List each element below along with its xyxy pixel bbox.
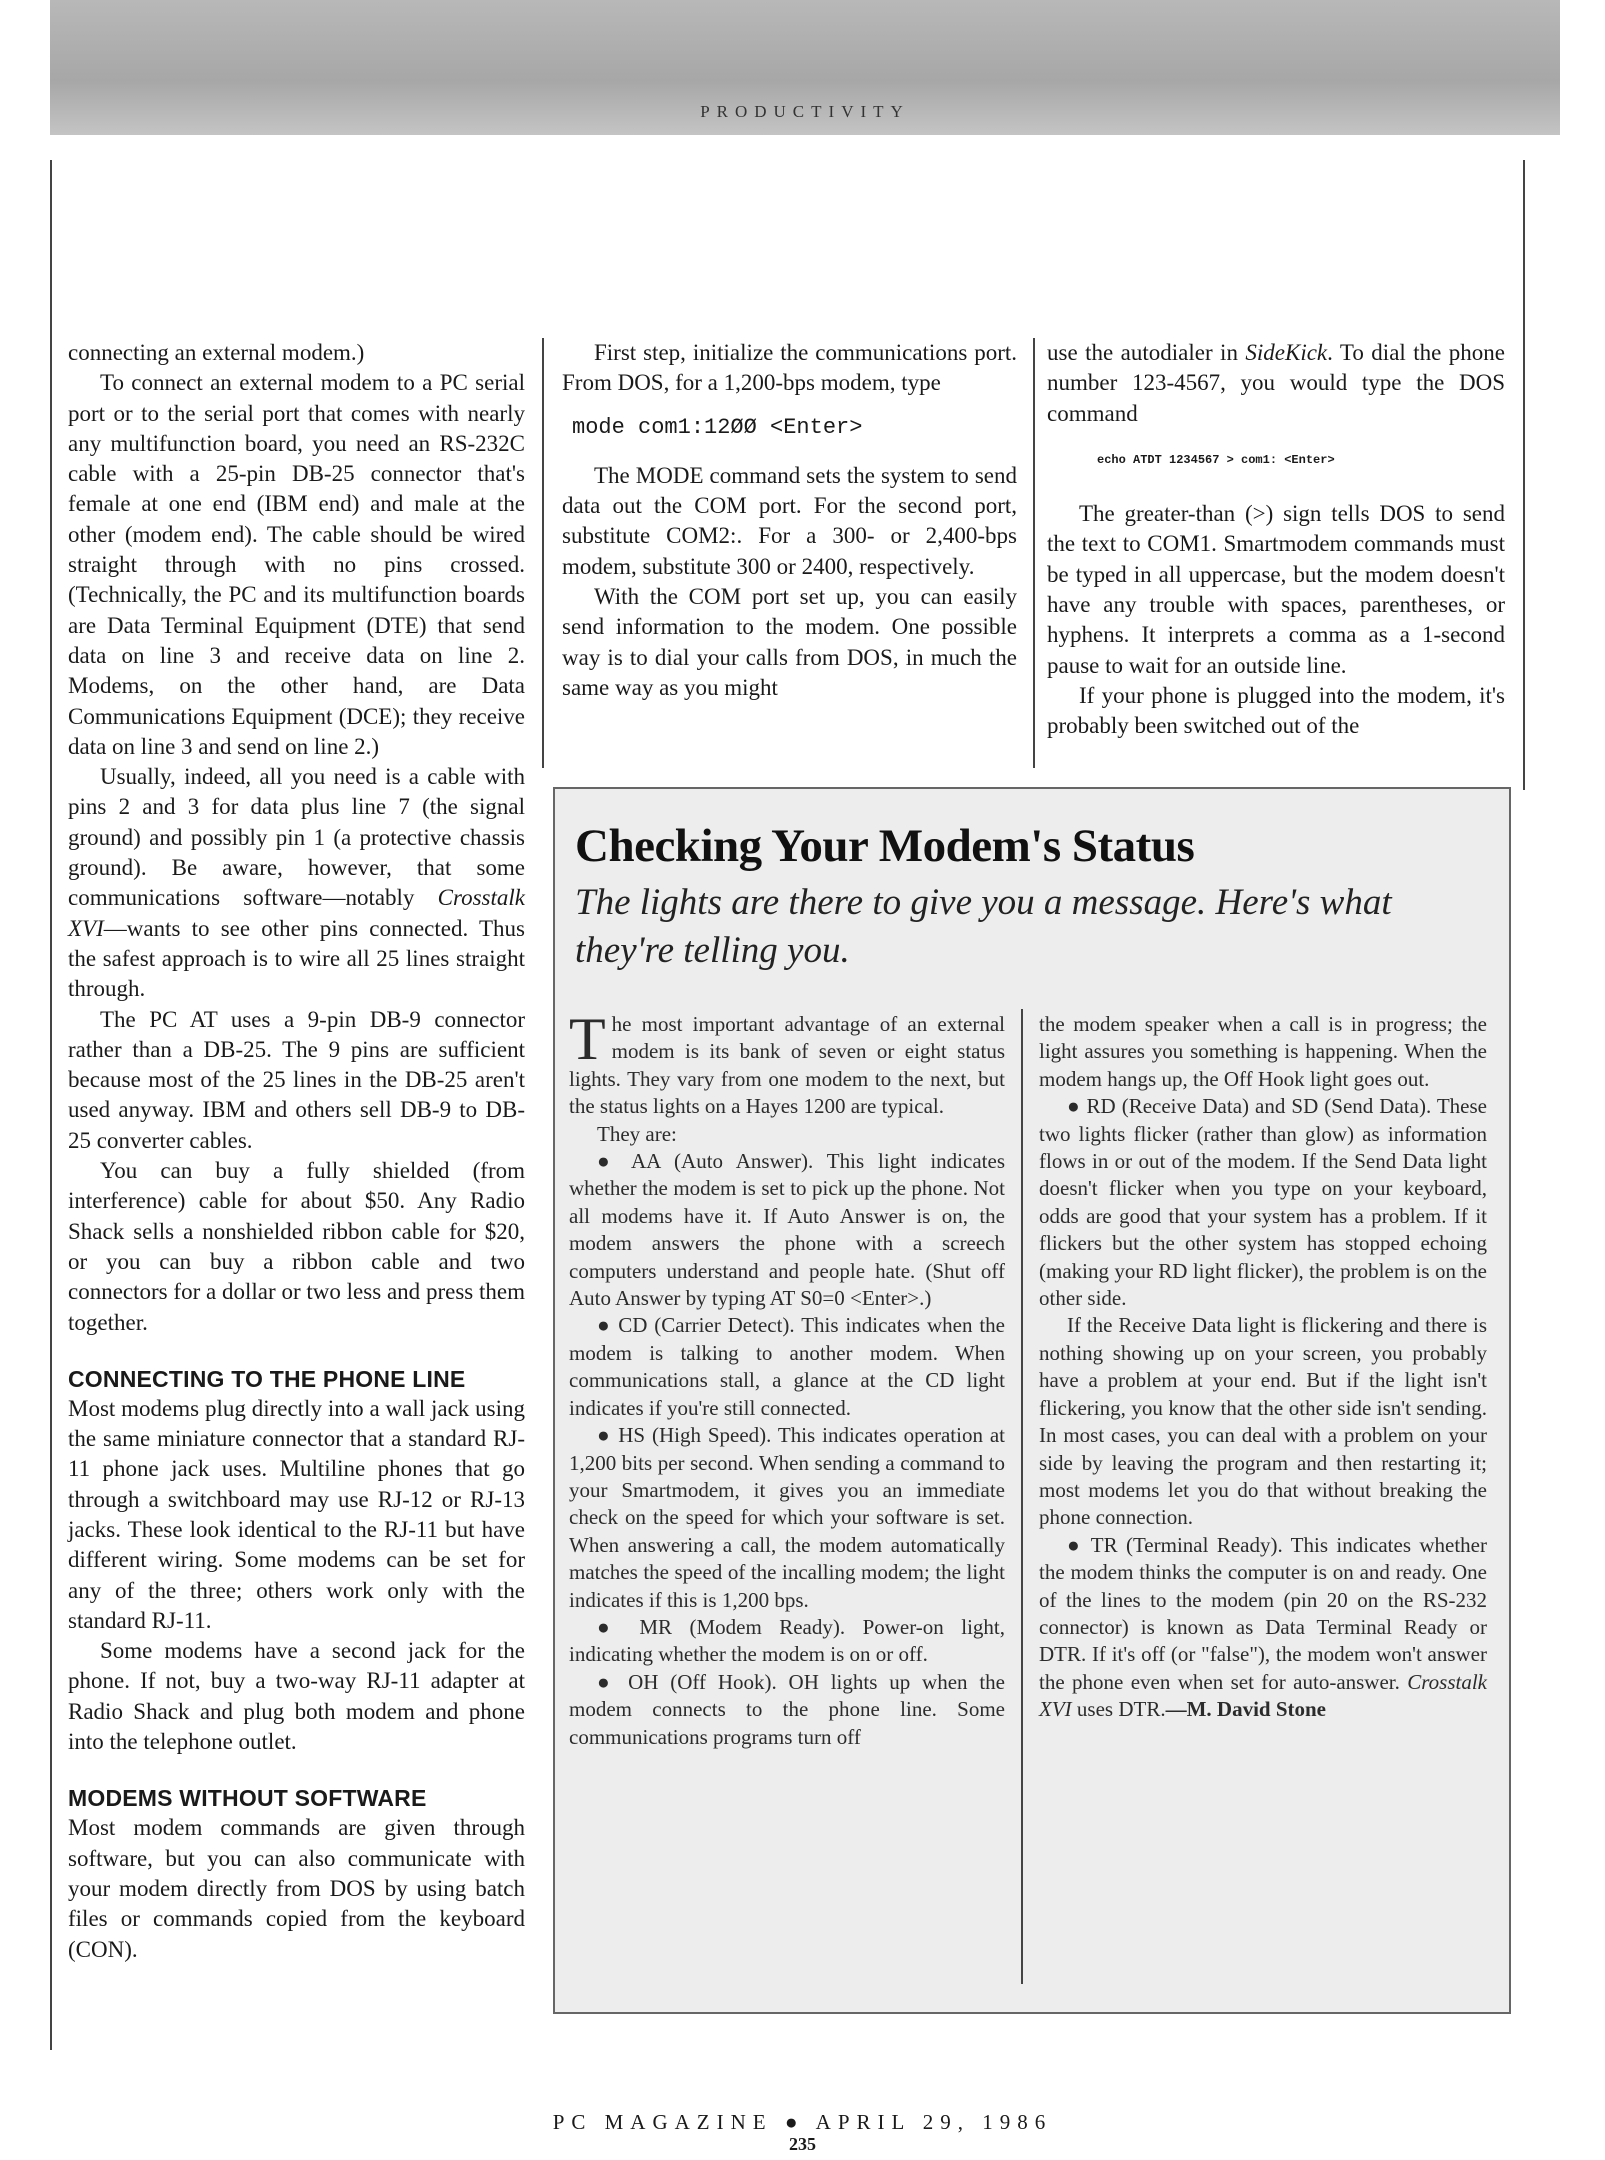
section-label: PRODUCTIVITY — [700, 102, 910, 121]
article-column-2 — [562, 338, 1017, 703]
code-line: echo ATDT 1234567 > com1: <Enter> — [1097, 452, 1335, 467]
right-rule — [1523, 160, 1525, 790]
byline: —M. David Stone — [1165, 1697, 1327, 1722]
column-rule-2 — [1033, 338, 1035, 768]
article-column-3 — [1047, 338, 1505, 742]
drop-cap: T — [569, 1006, 606, 1072]
paragraph: The greater-than (>) sign tells DOS to send the text to COM1. Smartmodem commands must be typed in all uppercase, but the modem doesn't have any trouble with spaces, parentheses, or hyphens. It interprets a comma as a 1-second pause to wait for an outside line. — [1047, 501, 1505, 678]
paragraph: Most modem commands are given through software, but you can also communicate with your modem directly from DOS by using batch files or commands copied from the keyboard (CON). — [68, 1815, 525, 1962]
paragraph: ● TR (Terminal Ready). This indicates whether the modem thinks the computer is on and ready. One of the lines to the modem (pin 20 on the RS-232 connector) is known as Data Terminal Ready or DTR. If it's off (or "false"), the modem won't answer the phone even when set for auto-answer. Crosstalk XVI uses DTR.—M. David Stone — [1039, 1532, 1487, 1722]
paragraph: They are: — [597, 1121, 677, 1146]
sidebar-deck: The lights are there to give you a message. Here's what they're telling you. — [575, 882, 1392, 971]
paragraph: The PC AT uses a 9-pin DB-9 connector rather than a DB-25. The 9 pins are sufficient because most of the 25 lines in the DB-25 aren't used anyway. IBM and others sell DB-9 to DB-25 converter cables. — [68, 1006, 525, 1153]
paragraph: Some modems have a second jack for the phone. If not, buy a two-way RJ-11 adapter at Radio Shack and plug both modem and phone into the telephone outlet. — [68, 1638, 525, 1755]
article-column-1 — [68, 338, 525, 1965]
sidebar-column-right — [1039, 1011, 1487, 1724]
paragraph: connecting an external modem.) — [68, 340, 365, 365]
sidebar-box — [553, 787, 1511, 2014]
paragraph: Usually, indeed, all you need is a cable with pins 2 and 3 for data plus line 7 (the signal ground) and possibly pin 1 (a protective chassis ground). Be aware, however, that some communications software—notably Crosstalk XVI—wants to see other pins connected. Thus the safest approach is to wire all 25 lines straight through. — [68, 764, 525, 1002]
subhead-without-software: MODEMS WITHOUT SOFTWARE — [68, 1785, 427, 1812]
paragraph: ● OH (Off Hook). OH lights up when the modem connects to the phone line. Some communications programs turn off — [569, 1669, 1005, 1749]
paragraph: With the COM port set up, you can easily send information to the modem. One possible way is to dial your calls from DOS, in much the same way as you might — [562, 584, 1017, 700]
sidebar-column-rule — [1021, 1009, 1023, 1984]
paragraph: ● HS (High Speed). This indicates operation at 1,200 bits per second. When sending a command to your Smartmodem, it gives you an immediate check on the speed for which your software is set. When answering a call, the modem automatically matches the speed of the incalling modem; the light indicates if this is 1,200 bps. — [569, 1423, 1005, 1612]
paragraph: ● AA (Auto Answer). This light indicates whether the modem is set to pick up the phone. Not all modems have it. If Auto Answer is on, the modem answers the phone with a screech computers understand and people hate. (Shut off Auto Answer by typing AT S0=0 <Enter>.) — [569, 1149, 1005, 1311]
footer-masthead: PC MAGAZINE ● APRIL 29, 1986 — [552, 2110, 1053, 2134]
paragraph: Most modems plug directly into a wall jack using the same miniature connector that a standard RJ-11 phone jack uses. Multiline phones that go through a switchboard may use RJ-12 or RJ-13 jacks. These look identical to the RJ-11 but have different wiring. Some modems can be set for any of the three; others work only with the standard RJ-11. — [68, 1395, 525, 1633]
left-rule — [50, 160, 52, 2050]
paragraph: First step, initialize the communications port. From DOS, for a 1,200-bps modem, type — [562, 340, 1017, 396]
paragraph: You can buy a fully shielded (from interference) cable for about $50. Any Radio Shack sells a nonshielded ribbon cable for $20, or you can buy a ribbon cable and two connectors for a dollar or two less and press them together. — [68, 1158, 525, 1335]
column-rule-1 — [542, 338, 544, 768]
paragraph: If your phone is plugged into the modem, it's probably been switched out of the — [1047, 682, 1505, 739]
paragraph: To connect an external modem to a PC serial port or to the serial port that comes with nearly any multifunction board, you need an RS-232C cable with a 25-pin DB-25 connector that's female at one end (IBM end) and male at the other (modem end). The cable should be wired straight through with no pins crossed. (Technically, the PC and its multifunction boards are Data Terminal Equipment (DTE) that send data on line 3 and receive data on line 2. Modems, on the other hand, are Data Communications Equipment (DCE); they receive data on line 3 and send on line 2.) — [68, 370, 525, 759]
paragraph: ● RD (Receive Data) and SD (Send Data). These two lights flicker (rather than glow) as information flows in or out of the modem. If the Send Data light doesn't flicker when you type on your keyboard, odds are good that your system has a problem. If it flickers but the other system has stopped echoing (making your RD light flicker), the problem is on the other side. — [1039, 1094, 1487, 1311]
sidebar-column-left — [569, 1006, 1005, 1751]
paragraph: The MODE command sets the system to send data out the COM port. For the second port, substitute COM2:. For a 300- or 2,400-bps modem, substitute 300 or 2400, respectively. — [562, 462, 1017, 579]
paragraph: The most important advantage of an external modem is its bank of seven or eight status lights. They vary from one modem to the next, but the status lights on a Hayes 1200 are typical. — [569, 1006, 1005, 1119]
header-band — [50, 0, 1560, 135]
paragraph: If the Receive Data light is flickering and there is nothing showing up on your screen, you probably have a problem at your end. But if the light isn't flickering, you know that the other side isn't sending. In most cases, you can deal with a problem on your side by leaving the program and then restarting it; most modems let you do that without breaking the phone connection. — [1039, 1313, 1487, 1530]
paragraph: use the autodialer in SideKick. To dial the phone number 123-4567, you would type the DOS command — [1047, 340, 1505, 426]
subhead-phone-line: CONNECTING TO THE PHONE LINE — [68, 1365, 466, 1392]
sidebar-title: Checking Your Modem's Status — [575, 820, 1195, 872]
page-number: 235 — [789, 2134, 816, 2154]
paragraph: ● MR (Modem Ready). Power-on light, indicating whether the modem is on or off. — [569, 1614, 1005, 1667]
paragraph: ● CD (Carrier Detect). This indicates when the modem is talking to another modem. When communications stall, a glance at the CD light indicates if you're still connected. — [569, 1313, 1005, 1420]
code-line: mode com1:12ØØ <Enter> — [572, 414, 863, 440]
paragraph: the modem speaker when a call is in progress; the light assures you something is happening. When the modem hangs up, the Off Hook light goes out. — [1039, 1012, 1487, 1091]
